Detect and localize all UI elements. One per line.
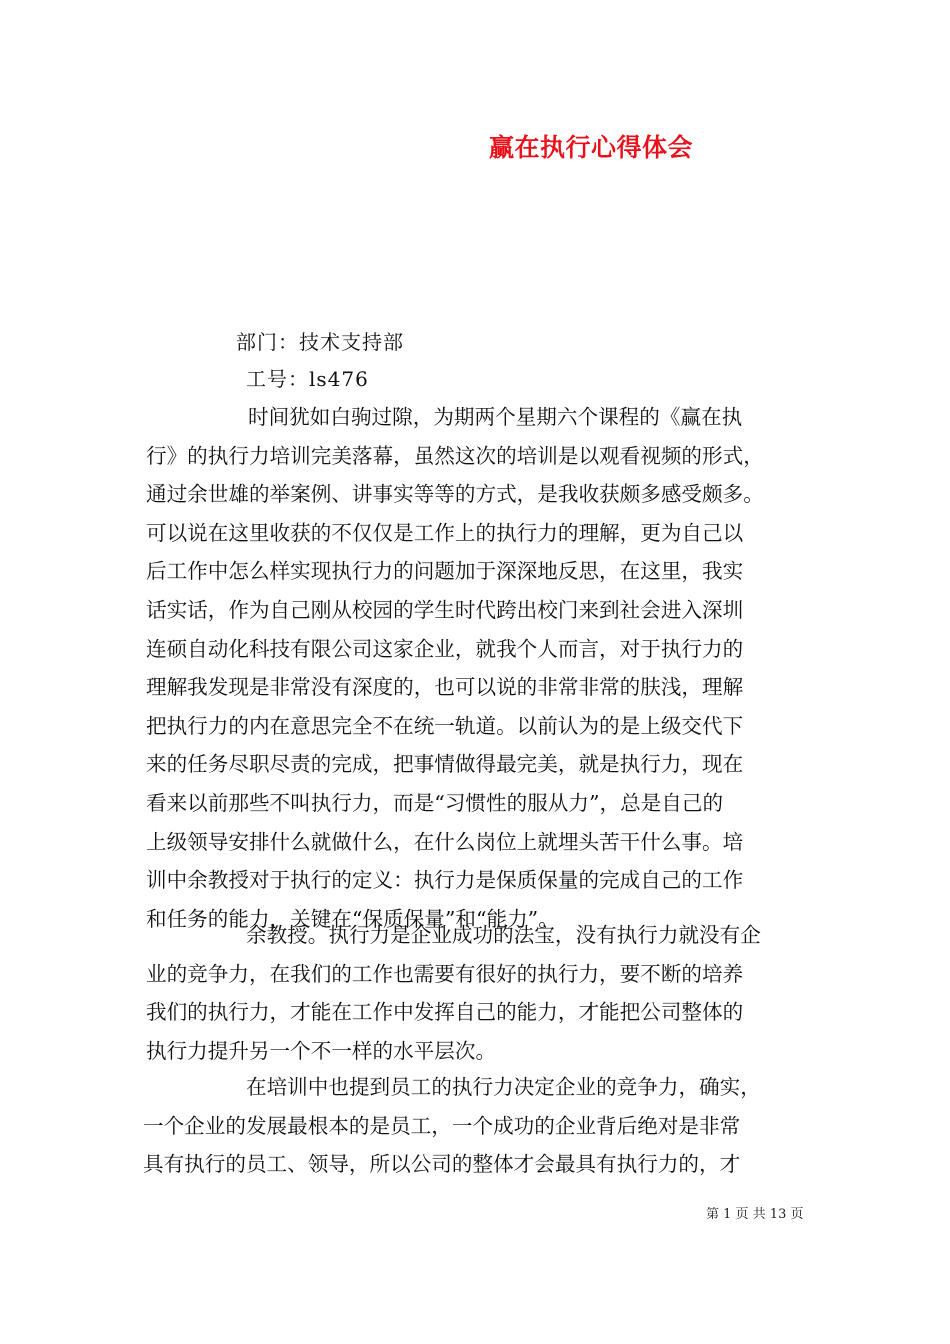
paragraph-line: 和任务的能力，关键在“保质保量”和“能力”。 xyxy=(146,906,559,931)
department-line: 部门：技术支持部 xyxy=(236,330,404,354)
paragraph-line: 通过余世雄的举案例、讲事实等等的方式，是我收获颇多感受颇多。 xyxy=(146,482,764,507)
paragraph-line: 话实话，作为自己刚从校园的学生时代跨出校门来到社会进入深圳 xyxy=(146,598,744,622)
paragraph-line: 来的任务尽职尽责的完成，把事情做得最完美，就是执行力，现在 xyxy=(146,752,744,777)
paragraph-line: 业的竞争力，在我们的工作也需要有很好的执行力，要不断的培养 xyxy=(146,961,744,986)
paragraph-line: 一个企业的发展最根本的是员工，一个成功的企业背后绝对是非常 xyxy=(143,1113,741,1138)
paragraph-line: 在培训中也提到员工的执行力决定企业的竞争力，确实， xyxy=(246,1075,761,1099)
paragraph-line: 余教授。执行力是企业成功的法宝，没有执行力就没有企 xyxy=(246,923,761,947)
employee-id-line: 工号：ls476 xyxy=(246,367,369,391)
paragraph-line: 可以说在这里收获的不仅仅是工作上的执行力的理解，更为自己以 xyxy=(146,520,744,545)
paragraph-line: 把执行力的内在意思完全不在统一轨道。以前认为的是上级交代下 xyxy=(146,713,744,738)
paragraph-line: 我们的执行力，才能在工作中发挥自己的能力，才能把公司整体的 xyxy=(146,1000,744,1025)
paragraph-line: 后工作中怎么样实现执行力的问题加于深深地反思，在这里，我实 xyxy=(146,559,744,584)
paragraph-line: 时间犹如白驹过隙，为期两个星期六个课程的《赢在执 xyxy=(248,405,743,429)
paragraph-line: 具有执行的员工、领导，所以公司的整体才会最具有执行力的，才 xyxy=(143,1152,741,1177)
paragraph-line: 理解我发现是非常没有深度的，也可以说的非常非常的肤浅，理解 xyxy=(146,675,744,700)
page-footer: 第 1 页 共 13 页 xyxy=(706,1207,804,1222)
paragraph-line: 行》的执行力培训完美落幕，虽然这次的培训是以观看视频的形式， xyxy=(146,443,764,468)
paragraph-line: 执行力提升另一个不一样的水平层次。 xyxy=(146,1038,497,1063)
paragraph-line: 训中余教授对于执行的定义：执行力是保质保量的完成自己的工作 xyxy=(146,868,744,893)
paragraph-line: 看来以前那些不叫执行力，而是“习惯性的服从力”，总是自己的 xyxy=(146,791,724,815)
paragraph-line: 上级领导安排什么就做什么，在什么岗位上就埋头苦干什么事。培 xyxy=(146,829,744,854)
paragraph-line: 连硕自动化科技有限公司这家企业，就我个人而言，对于执行力的 xyxy=(146,636,744,661)
document-title: 赢在执行心得体会 xyxy=(489,133,694,162)
